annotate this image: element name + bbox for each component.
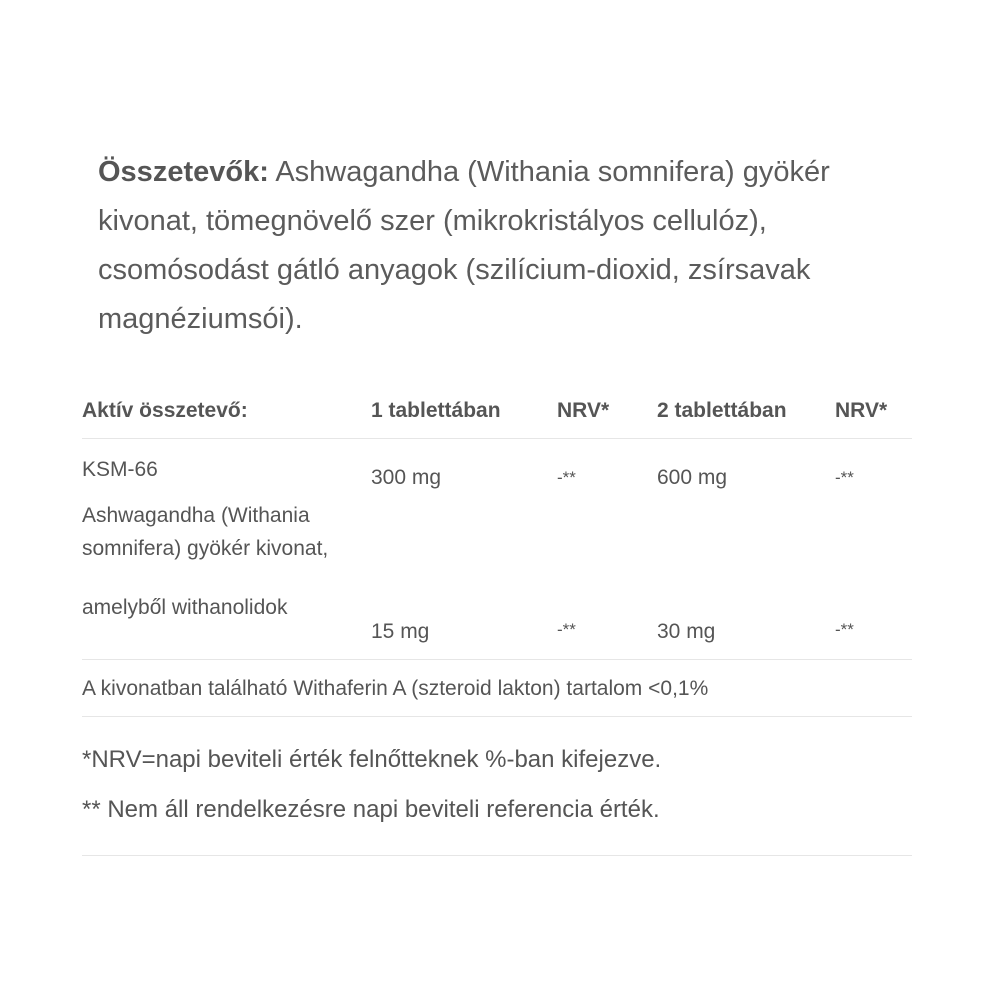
ingredient-description: Ashwagandha (Withania somnifera) gyökér kivonat,	[82, 504, 329, 560]
ingredient-name: KSM-66	[82, 458, 158, 481]
table-header-row	[82, 384, 912, 439]
ingredients-label: Összetevők:	[98, 156, 269, 188]
value-2-tablets: 600 mg	[657, 466, 728, 489]
ingredients-text: Ashwagandha (Withania somnifera) gyökér kivonat, tömegnövelő szer (mikrokristályos cellulóz), csomósodást gátló anyagok (szilícium-dioxid, zsírsavak magnéziumsói).	[98, 156, 830, 335]
nrv-2-value: -**	[835, 468, 854, 487]
footnote-nrv: *NRV=napi beviteli érték felnőtteknek %-ban kifejezve.	[82, 746, 662, 773]
ingredients-paragraph	[98, 148, 858, 344]
header-active-ingredient: Aktív összetevő:	[82, 399, 248, 422]
withaferin-note: A kivonatban található Withaferin A (szteroid lakton) tartalom <0,1%	[82, 677, 709, 700]
table-note-row	[82, 660, 912, 717]
nrv-2-value: -**	[835, 620, 854, 639]
footnotes-section	[82, 717, 912, 856]
nutrition-table	[82, 384, 912, 856]
nrv-1-value: -**	[557, 468, 576, 487]
value-1-tablet: 300 mg	[371, 466, 442, 489]
footnote-no-reference: ** Nem áll rendelkezésre napi beviteli referencia érték.	[82, 796, 660, 823]
header-per-2-tablets: 2 tablettában	[657, 399, 787, 422]
table-body-row	[82, 439, 912, 660]
ingredient-name: amelyből withanolidok	[82, 596, 288, 619]
nrv-1-value: -**	[557, 620, 576, 639]
header-per-1-tablet: 1 tablettában	[371, 399, 501, 422]
header-nrv-1: NRV*	[557, 399, 610, 422]
value-2-tablets: 30 mg	[657, 620, 716, 643]
value-1-tablet: 15 mg	[371, 620, 430, 643]
header-nrv-2: NRV*	[835, 399, 888, 422]
